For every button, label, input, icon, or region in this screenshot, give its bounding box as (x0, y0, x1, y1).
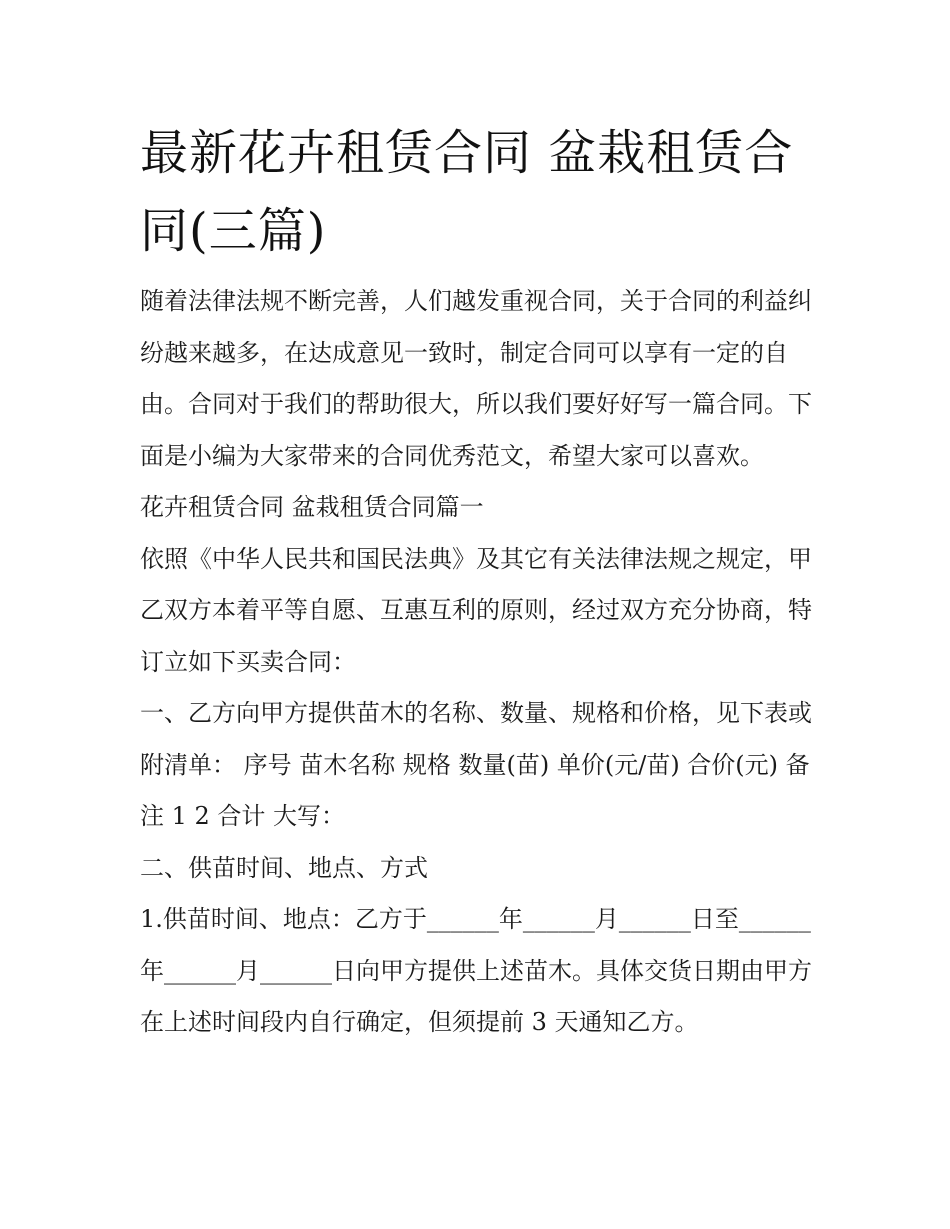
clause-one-paragraph: 一、乙方向甲方提供苗木的名称、数量、规格和价格，见下表或附清单： 序号 苗木名称 规格 数量(苗) 单价(元/苗) 合价(元) 备注 1 2 合计 大写： (140, 699, 812, 830)
preamble-paragraph: 依照《中华人民共和国民法典》及其它有关法律法规之规定，甲乙双方本着平等自愿、互惠互利的原则，经过双方充分协商，特订立如下买卖合同： (140, 544, 812, 676)
clause-two-heading: 二、供苗时间、地点、方式 (140, 853, 428, 882)
clause-two-item-one: 1.供苗时间、地点：乙方于______年______月______日至______年______月______日向甲方提供上述苗木。具体交货日期由甲方在上述时间段内自行确定，但须提前 3 天通知乙方。 (140, 905, 812, 1036)
document-body (140, 276, 820, 1049)
document-title: 最新花卉租赁合同 盆栽租赁合同(三篇) (140, 125, 794, 259)
intro-paragraph: 随着法律法规不断完善，人们越发重视合同，关于合同的利益纠纷越来越多，在达成意见一致时，制定合同可以享有一定的自由。合同对于我们的帮助很大，所以我们要好好写一篇合同。下面是小编为大家带来的合同优秀范文，希望大家可以喜欢。 (140, 287, 812, 470)
section-heading: 花卉租赁合同 盆栽租赁合同篇一 (140, 493, 484, 521)
